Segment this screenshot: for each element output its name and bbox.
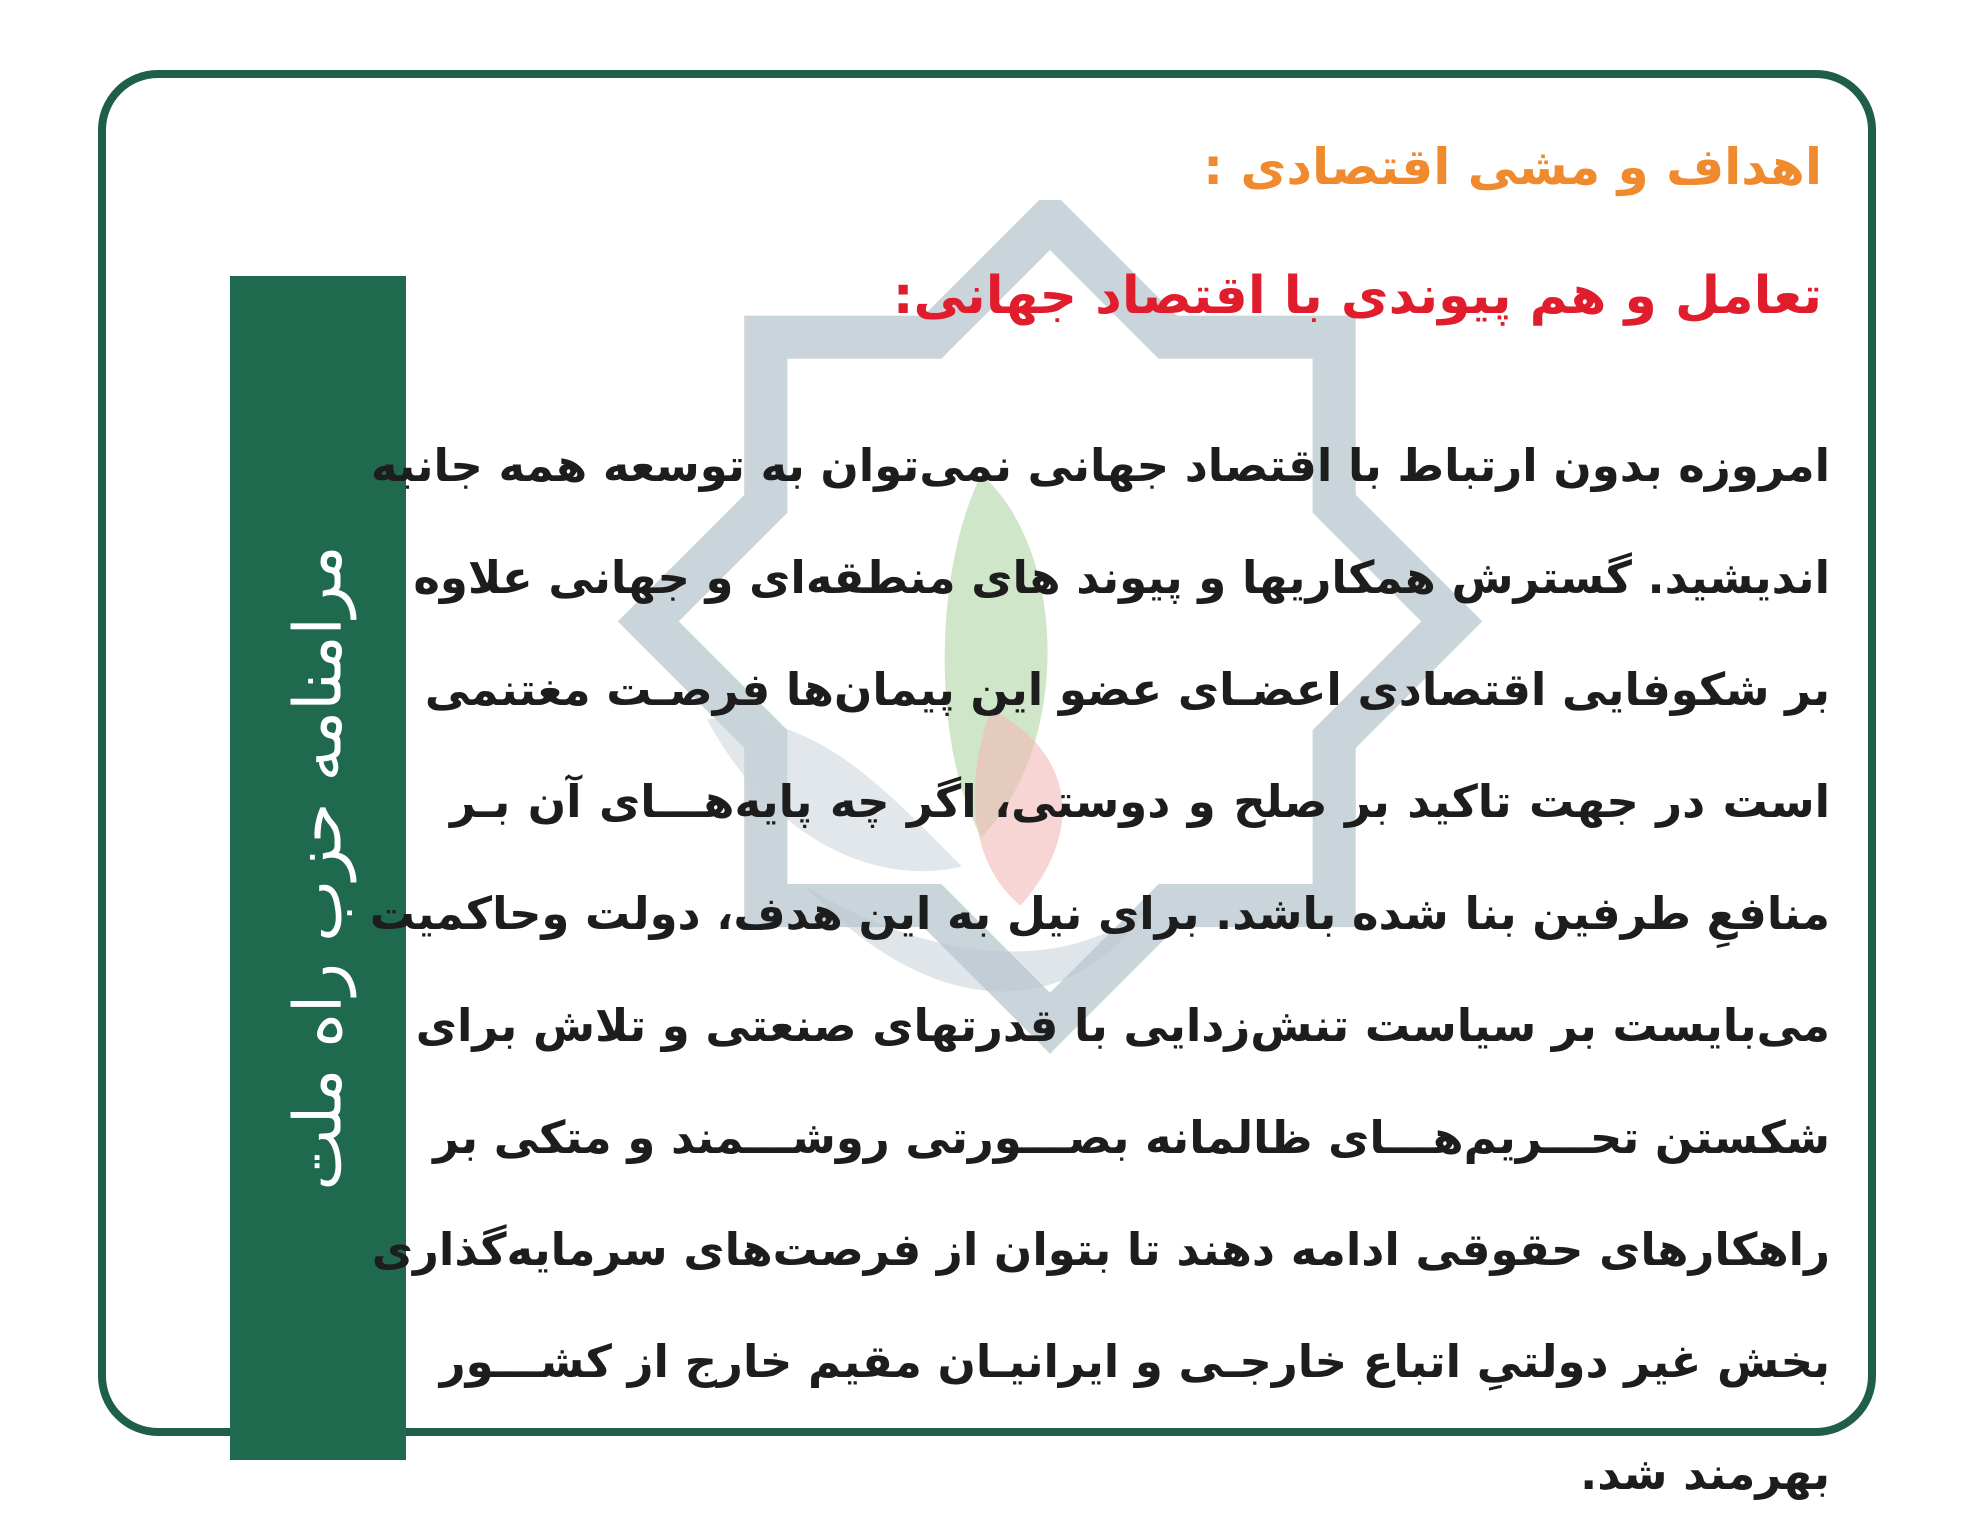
- paragraph-line: بر شکوفایی اقتصادی اعضـای عضو این پیمان‌ها فرصـت مغتنمی: [424, 663, 1830, 716]
- paragraph-line: منافعِ طرفین بنا شده باشد. برای نیل به این هدف، دولت وحاکمیت: [369, 887, 1830, 940]
- paragraph-line: اندیشید. گسترش همکاریها و پیوند های منطقه‌ای و جهانی علاوه: [413, 551, 1830, 604]
- section-subheading: تعامل و هم پیوندی با اقتصاد جهانی:: [892, 266, 1822, 326]
- paragraph-line: امروزه بدون ارتباط با اقتصاد جهانی نمی‌توان به توسعه همه جانبه: [370, 439, 1830, 492]
- sidebar-title: مرامنامه حزب راه ملت: [279, 545, 357, 1191]
- section-heading: اهداف و مشی اقتصادی :: [1203, 138, 1822, 196]
- paragraph-line: می‌بایست بر سیاست تنش‌زدایی با قدرتهای صنعتی و تلاش برای: [415, 999, 1830, 1052]
- paragraph-line: بخش غیر دولتیِ اتباع خارجـی و ایرانیـان مقیم خارج از کشـــور: [439, 1335, 1830, 1388]
- paragraph-line: راهکارهای حقوقی ادامه دهند تا بتوان از فرصت‌های سرمایه‌گذاری: [371, 1223, 1830, 1276]
- paragraph-line: شکستن تحـــریم‌هـــای ظالمانه بصـــورتی روشـــمند و متکی بر: [433, 1111, 1830, 1164]
- paragraph-line: است در جهت تاکید بر صلح و دوستی، اگر چه پایه‌هـــای آن بـر: [450, 775, 1830, 828]
- paragraph-line: بهرمند شد.: [1580, 1447, 1830, 1500]
- body-paragraph: [369, 410, 1830, 1530]
